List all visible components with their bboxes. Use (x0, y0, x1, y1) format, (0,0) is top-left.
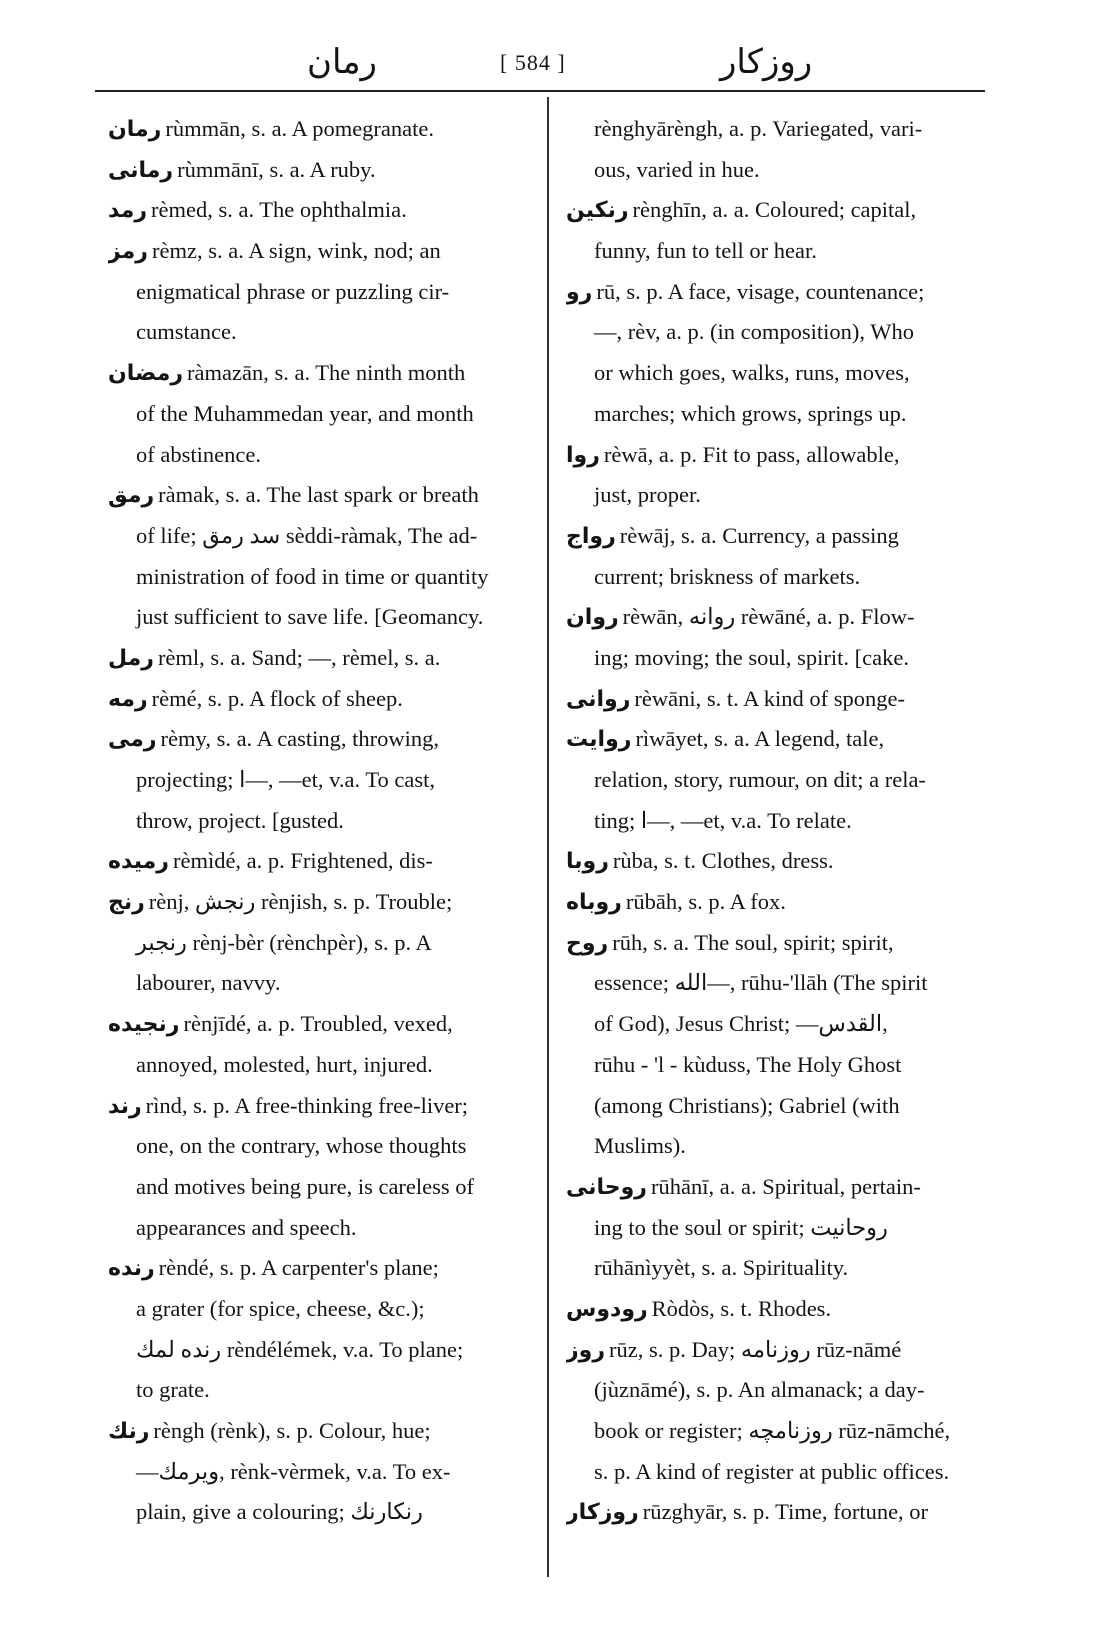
entry-continuation-line (566, 1208, 986, 1249)
entry-text: rūh, s. a. The soul, spirit; spirit, (612, 929, 894, 955)
entry-text: rènj, رنجش rènjish, s. p. Trouble; (148, 889, 453, 915)
entry-text: rūhānī, a. a. Spiritual, pertain- (650, 1173, 921, 1199)
entry-text: ous, varied in hue. (594, 156, 760, 182)
arabic-headword: روبا (566, 849, 609, 875)
entry-continuation-line (108, 1370, 538, 1411)
entry-text: ting; ا—, —et, v.a. To relate. (594, 807, 852, 833)
entry-continuation-line (566, 150, 986, 191)
entry-continuation-line (566, 557, 986, 598)
arabic-headword: رواج (566, 523, 616, 549)
entry-text: a grater (for spice, cheese, &c.); (136, 1295, 425, 1321)
entry-text: rìwāyet, s. a. A legend, tale, (635, 726, 885, 752)
entry-continuation-line (108, 1330, 538, 1371)
entry-text: rèmìdé, a. p. Frightened, dis- (172, 848, 433, 874)
entry-text: projecting; ا—, —et, v.a. To cast, (136, 767, 436, 792)
arabic-headword: رمانى (108, 157, 174, 183)
entry-text: Muslims). (594, 1133, 686, 1159)
header-first-word: رمان (307, 44, 377, 81)
entry-continuation-line (566, 1452, 986, 1493)
entry-continuation-line (566, 1411, 986, 1452)
entry-text: rūbāh, s. p. A fox. (625, 889, 786, 915)
entry-headword-line (566, 1167, 986, 1208)
entry-continuation-line (566, 1086, 986, 1127)
arabic-headword: رند (108, 1093, 142, 1119)
arabic-headword: رودوس (566, 1296, 648, 1322)
entry-continuation-line (108, 394, 538, 435)
entry-headword-line (566, 923, 986, 964)
entry-text: —, rèv, a. p. (in composition), Who (594, 319, 914, 345)
entry-text: rūhānìyyèt, s. a. Spirituality. (594, 1255, 849, 1281)
entry-continuation-line (566, 1004, 986, 1045)
entry-text: rènghīn, a. a. Coloured; capital, (632, 197, 917, 223)
entry-text: plain, give a colouring; رنكارنك (136, 1499, 423, 1525)
arabic-headword: رمى (108, 727, 157, 753)
column-divider (547, 97, 549, 1577)
entry-headword-line (566, 435, 986, 476)
arabic-headword: رنجيده (108, 1012, 180, 1038)
arabic-headword: روانى (566, 686, 631, 712)
entry-text: of life; سد رمق sèddi-ràmak, The ad- (136, 522, 478, 548)
entry-text: rèngh (rènk), s. p. Colour, hue; (153, 1418, 431, 1443)
entry-continuation-line (108, 801, 538, 842)
entry-text: rùba, s. t. Clothes, dress. (612, 848, 834, 874)
entry-headword-line (566, 516, 986, 557)
arabic-headword: روا (566, 442, 600, 468)
entry-text: or which goes, walks, runs, moves, (594, 360, 910, 386)
entry-headword-line (566, 841, 986, 882)
entry-text: funny, fun to tell or hear. (594, 238, 817, 264)
entry-text: rèwān, روانه rèwāné, a. p. Flow- (622, 604, 915, 630)
arabic-headword: رمق (108, 483, 155, 509)
entry-text: essence; الله—, rūhu-'llāh (The spirit (594, 970, 928, 996)
entry-text: ministration of food in time or quantity (136, 563, 489, 589)
entry-headword-line (108, 882, 538, 923)
entry-text: rèmed, s. a. The ophthalmia. (151, 197, 407, 223)
entry-text: throw, project. [gusted. (136, 807, 344, 833)
entry-continuation-line (108, 516, 538, 557)
entry-continuation-line (108, 1289, 538, 1330)
entry-text: rèwāni, s. t. A kind of sponge- (634, 685, 905, 711)
entry-text: rūz, s. p. Day; روزنامه rūz-nāmé (609, 1336, 902, 1362)
entry-text: book or register; روزنامچه rūz-nāmché, (594, 1418, 951, 1443)
arabic-headword: رو (566, 279, 593, 305)
entry-headword-line (566, 597, 986, 638)
arabic-headword: رنده (108, 1256, 155, 1282)
entry-continuation-line (108, 923, 538, 964)
entry-text: and motives being pure, is careless of (136, 1173, 475, 1199)
entry-continuation-line (566, 1248, 986, 1289)
entry-continuation-line (108, 435, 538, 476)
entry-text: ràmak, s. a. The last spark or breath (158, 482, 479, 508)
entry-continuation-line (566, 475, 986, 516)
entry-text: to grate. (136, 1377, 210, 1403)
entry-text: rùmmānī, s. a. A ruby. (177, 156, 376, 182)
entry-text: رنده لمك rèndélémek, v.a. To plane; (136, 1336, 464, 1362)
entry-text: rū, s. p. A face, visage, countenance; (596, 278, 925, 304)
entry-text: (jùznāmé), s. p. An almanack; a day- (594, 1377, 925, 1403)
entry-continuation-line (566, 312, 986, 353)
entry-text: s. p. A kind of register at public offices. (594, 1458, 950, 1484)
entry-headword-line (566, 190, 986, 231)
arabic-headword: رمل (108, 645, 154, 671)
entry-headword-line (566, 272, 986, 313)
entry-continuation-line (566, 963, 986, 1004)
entry-text: rèwā, a. p. Fit to pass, allowable, (603, 441, 900, 467)
entry-headword-line (108, 475, 538, 516)
entry-text: rènghyārèngh, a. p. Variegated, vari- (594, 116, 923, 141)
entry-text: rèmz, s. a. A sign, wink, nod; an (151, 238, 441, 264)
entry-continuation-line (108, 1126, 538, 1167)
entry-text: ing; moving; the soul, spirit. [cake. (594, 644, 909, 670)
entry-continuation-line (108, 597, 538, 638)
entry-text: labourer, navvy. (136, 970, 281, 996)
entry-text: rèmy, s. a. A casting, throwing, (160, 726, 440, 752)
arabic-headword: رمضان (108, 361, 184, 387)
entry-text: annoyed, molested, hurt, injured. (136, 1051, 433, 1077)
entry-headword-line (566, 1492, 986, 1533)
entry-text: ràmazān, s. a. The ninth month (187, 360, 466, 386)
entry-headword-line (108, 150, 538, 191)
entry-headword-line (566, 679, 986, 720)
entry-headword-line (108, 1004, 538, 1045)
entry-headword-line (108, 1411, 538, 1452)
entry-continuation-line (108, 557, 538, 598)
entry-text: current; briskness of markets. (594, 563, 861, 589)
entry-text: rèml, s. a. Sand; —, rèmel, s. a. (157, 644, 441, 670)
entry-continuation-line (566, 1126, 986, 1167)
page-number: [ 584 ] (500, 50, 566, 75)
arabic-headword: روز (566, 1337, 606, 1363)
arabic-headword: روحانى (566, 1174, 647, 1200)
entry-headword-line (566, 1289, 986, 1330)
entry-headword-line (108, 190, 538, 231)
entry-continuation-line (108, 760, 538, 801)
entry-continuation-line (108, 1167, 538, 1208)
arabic-headword: روايت (566, 727, 632, 753)
entry-continuation-line (566, 760, 986, 801)
entry-continuation-line (566, 1045, 986, 1086)
entry-headword-line (108, 1248, 538, 1289)
entry-continuation-line (566, 231, 986, 272)
entry-text: ing to the soul or spirit; روحانيت (594, 1214, 888, 1240)
entry-text: enigmatical phrase or puzzling cir- (136, 278, 450, 304)
entry-headword-line (108, 231, 538, 272)
entry-text: rènjīdé, a. p. Troubled, vexed, (183, 1011, 453, 1037)
arabic-headword: رمه (108, 686, 148, 712)
entry-continuation-line (108, 1045, 538, 1086)
arabic-headword: روان (566, 605, 619, 631)
entry-text: relation, story, rumour, on dit; a rela- (594, 767, 926, 792)
entry-text: rèwāj, s. a. Currency, a passing (619, 522, 899, 548)
entry-text: rùmmān, s. a. A pomegranate. (165, 116, 435, 141)
right-column (566, 109, 986, 1533)
arabic-headword: رنكين (566, 198, 629, 224)
header-last-word: روزكار (720, 44, 813, 81)
entry-headword-line (108, 679, 538, 720)
entry-headword-line (566, 1330, 986, 1371)
entry-continuation-line (566, 353, 986, 394)
entry-text: one, on the contrary, whose thoughts (136, 1133, 467, 1159)
arabic-headword: روح (566, 930, 609, 956)
entry-continuation-line (108, 1452, 538, 1493)
left-column (108, 109, 538, 1533)
entry-headword-line (566, 719, 986, 760)
entry-continuation-line (566, 109, 986, 150)
arabic-headword: رمز (108, 239, 148, 265)
entry-text: of abstinence. (136, 441, 261, 467)
header-rule (95, 90, 985, 92)
entry-text: rūzghyār, s. p. Time, fortune, or (642, 1499, 929, 1525)
entry-continuation-line (108, 1208, 538, 1249)
entry-text: rìnd, s. p. A free-thinking free-liver; (145, 1092, 469, 1118)
entry-text: just, proper. (594, 482, 701, 508)
entry-continuation-line (566, 638, 986, 679)
entry-headword-line (108, 353, 538, 394)
entry-continuation-line (566, 394, 986, 435)
entry-text: of the Muhammedan year, and month (136, 400, 474, 426)
entry-continuation-line (566, 1370, 986, 1411)
entry-text: —ويرمك, rènk-vèrmek, v.a. To ex- (136, 1458, 451, 1484)
entry-continuation-line (108, 312, 538, 353)
entry-continuation-line (566, 801, 986, 842)
entry-text: just sufficient to save life. [Geomancy. (136, 604, 484, 630)
entry-text: Ròdòs, s. t. Rhodes. (651, 1295, 832, 1321)
entry-headword-line (108, 1086, 538, 1127)
arabic-headword: روباه (566, 890, 622, 916)
entry-text: marches; which grows, springs up. (594, 400, 907, 426)
entry-text: rèmé, s. p. A flock of sheep. (151, 685, 403, 711)
entry-headword-line (108, 841, 538, 882)
arabic-headword: رنج (108, 890, 145, 916)
arabic-headword: روزكار (566, 1500, 639, 1526)
arabic-headword: رمد (108, 198, 147, 224)
arabic-headword: رنك (108, 1419, 150, 1444)
entry-text: cumstance. (136, 319, 237, 345)
entry-text: (among Christians); Gabriel (with (594, 1092, 900, 1118)
entry-text: rèndé, s. p. A carpenter's plane; (158, 1255, 439, 1281)
entry-text: appearances and speech. (136, 1214, 357, 1240)
arabic-headword: رمان (108, 117, 162, 142)
entry-headword-line (566, 882, 986, 923)
entry-continuation-line (108, 963, 538, 1004)
entry-continuation-line (108, 1492, 538, 1533)
entry-text: rūhu - 'l - kùduss, The Holy Ghost (594, 1051, 902, 1077)
entry-headword-line (108, 638, 538, 679)
entry-headword-line (108, 719, 538, 760)
arabic-headword: رميده (108, 849, 169, 875)
entry-continuation-line (108, 272, 538, 313)
entry-text: of God), Jesus Christ; —القدس, (594, 1011, 888, 1037)
page-header (95, 42, 985, 90)
entry-headword-line (108, 109, 538, 150)
entry-text: رنجبر rènj-bèr (rènchpèr), s. p. A (136, 929, 432, 955)
